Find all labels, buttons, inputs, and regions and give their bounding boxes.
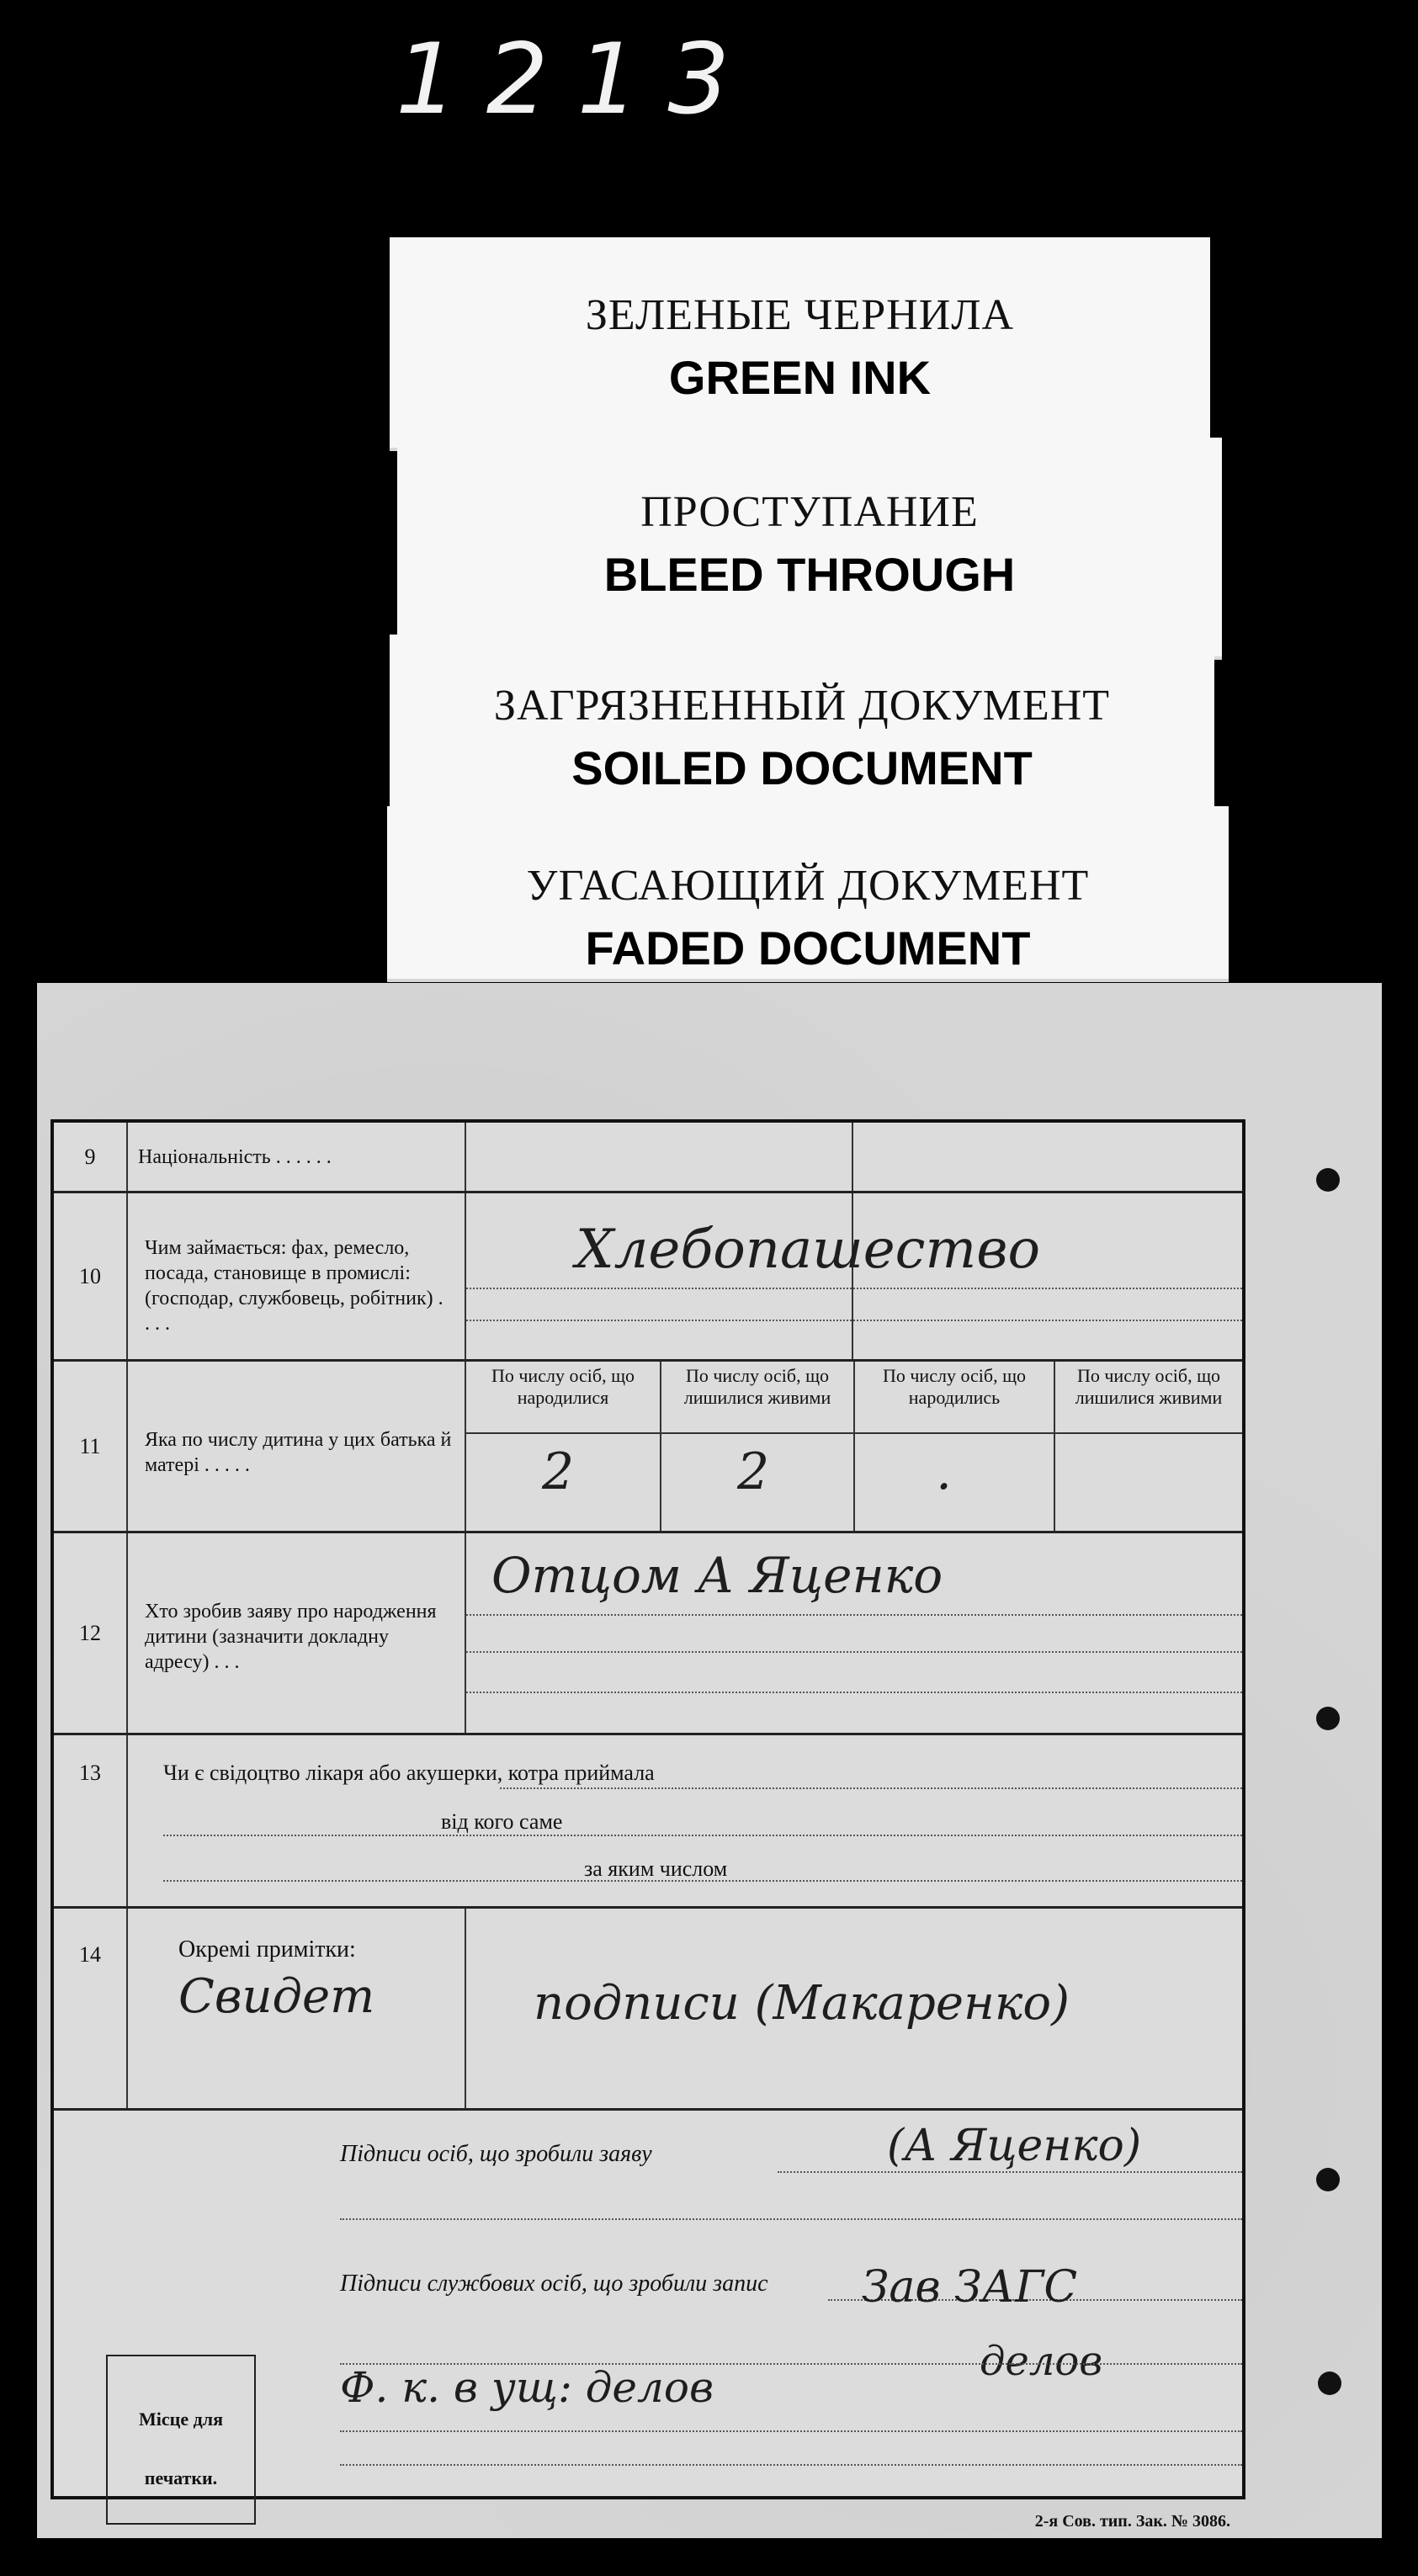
count-value: 2: [737, 1442, 770, 1501]
row-certificate: [54, 1735, 1242, 1909]
row-child-order: [54, 1362, 1242, 1533]
row-number: 13: [54, 1735, 128, 1906]
certificate-question: Чи є свідоцтво лікаря або акушерки, котра приймала: [163, 1761, 655, 1785]
label-ru: ЗАГРЯЗНЕННЫЙ ДОКУМЕНТ: [493, 682, 1111, 730]
document-sheet: [37, 983, 1382, 2538]
stamp-box-line1: Місце для: [139, 2409, 223, 2430]
row-nationality: [54, 1123, 1242, 1193]
row-label: [128, 1909, 466, 2108]
sub-cell: [466, 1362, 661, 1531]
row-declarant: [54, 1533, 1242, 1735]
row-value: [466, 1533, 1242, 1733]
column-header: По числу осіб, що лишилися живими: [661, 1365, 853, 1434]
dotted-line: [466, 1288, 1242, 1289]
column-header: По числу осіб, що народились: [855, 1365, 1054, 1434]
certificate-from-whom: від кого саме: [441, 1809, 563, 1834]
stamp-box: [106, 2355, 256, 2525]
row-value: [466, 1193, 1242, 1359]
count-value: .: [936, 1442, 953, 1501]
dotted-line: [466, 1320, 1242, 1321]
occupation-value: Хлебопашество: [576, 1219, 1040, 1281]
punch-hole: [1316, 1707, 1340, 1730]
dotted-line: [340, 2218, 1242, 2220]
row-value: [466, 1909, 1242, 2108]
column-header: По числу осіб, що народилися: [466, 1365, 660, 1434]
label-card-bleed-through: [397, 438, 1222, 656]
row-number: 12: [54, 1533, 128, 1733]
label-ru: УГАСАЮЩИЙ ДОКУМЕНТ: [526, 862, 1090, 910]
signatures-section: [54, 2111, 1242, 2498]
punch-hole: [1316, 2168, 1340, 2191]
row-number: 9: [54, 1123, 128, 1191]
applicants-label: Підписи осіб, що зробили заяву: [340, 2141, 652, 2167]
row-number: 14: [54, 1909, 128, 2108]
row-notes: [54, 1909, 1242, 2111]
notes-label: Окремі примітки:: [178, 1936, 356, 1963]
count-value: 2: [542, 1442, 575, 1501]
sub-cell: [466, 1123, 853, 1191]
row-label: Чим займається: фах, ремесло, посада, становище в промислі: (господар, службовець, робітник) . . . .: [128, 1193, 466, 1359]
column-header: По числу осіб, що лишилися живими: [1055, 1365, 1242, 1434]
label-en: GREEN INK: [668, 351, 932, 404]
row-label: Національність . . . . . .: [128, 1123, 466, 1191]
notes-value: подписи (Макаренко): [534, 1976, 1070, 2031]
officials-signature-3: Ф. к. в ущ: делов: [340, 2363, 714, 2412]
dotted-line: [466, 1692, 1242, 1693]
dotted-line: [340, 2430, 1242, 2432]
label-ru: ЗЕЛЕНЫЕ ЧЕРНИЛА: [585, 291, 1015, 339]
sub-cell: [855, 1362, 1055, 1531]
row-value: [466, 1362, 1242, 1531]
label-card-faded-document: [387, 806, 1229, 979]
stamp-box-line2: печатки.: [144, 2467, 218, 2488]
row-label: Хто зробив заяву про народження дитини (зазначити докладну адресу) . . .: [128, 1533, 466, 1733]
birth-record-form: [50, 1119, 1245, 2499]
label-en: SOILED DOCUMENT: [571, 741, 1033, 794]
dotted-line: [163, 1880, 1242, 1882]
label-card-green-ink: [390, 237, 1210, 448]
punch-hole: [1316, 1168, 1340, 1192]
row-number: 11: [54, 1362, 128, 1531]
sub-cell: [1055, 1362, 1242, 1531]
dotted-line: [466, 1614, 1242, 1616]
officials-signature-1: Зав ЗАГС: [862, 2262, 1078, 2313]
sub-cell: [661, 1362, 855, 1531]
punch-hole: [1318, 2372, 1341, 2395]
declarant-value: Отцом А Яценко: [491, 1547, 943, 1604]
dotted-line: [340, 2464, 1242, 2466]
label-ru: ПРОСТУПАНИЕ: [640, 488, 979, 536]
row-number: 10: [54, 1193, 128, 1359]
dotted-line: [500, 1787, 1242, 1789]
certificate-date: за яким числом: [584, 1856, 728, 1881]
officials-signature-2: делов: [980, 2338, 1103, 2385]
dotted-line: [466, 1651, 1242, 1653]
printer-imprint: 2-я Сов. тип. Зак. № 3086.: [1034, 2512, 1230, 2531]
label-en: BLEED THROUGH: [603, 548, 1016, 601]
dotted-line: [163, 1835, 1242, 1836]
applicants-signature: (А Яценко): [887, 2121, 1142, 2171]
frame-number: 1213: [396, 23, 759, 136]
label-en: FADED DOCUMENT: [585, 922, 1031, 975]
row-label: Яка по числу дитина у цих батька й матері . . . . .: [128, 1362, 466, 1531]
row-occupation: [54, 1193, 1242, 1362]
officials-label: Підписи службових осіб, що зробили запис: [340, 2271, 768, 2297]
notes-handwritten: Свидет: [178, 1969, 375, 2024]
dotted-line: [778, 2171, 1242, 2173]
